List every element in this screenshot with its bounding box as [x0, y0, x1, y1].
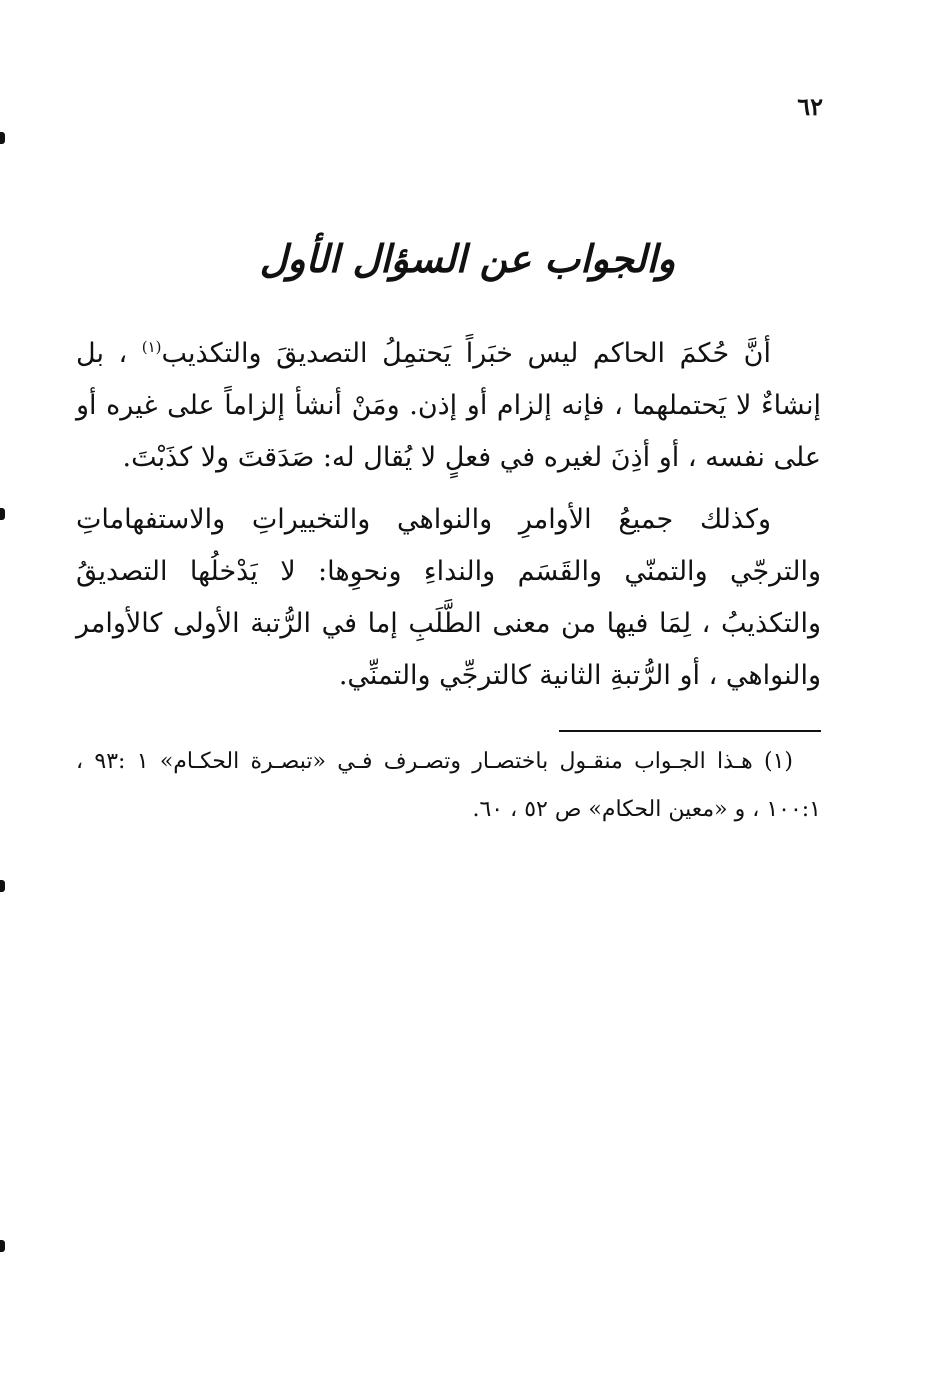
- footnote: [76, 738, 821, 834]
- footnote-divider: [559, 730, 821, 732]
- footnote-text: (١) هـذا الجـواب منقـول باختصـار وتصـرف فـي «تبصـرة الحكـام» ١ :٩٣ ، ١٠٠:١ ، و «معين الحكام» ص ٥٢ ، ٦٠.: [76, 749, 821, 822]
- body-text: [76, 328, 821, 712]
- page-number: ٦٢: [797, 92, 823, 121]
- section-heading: والجواب عن السؤال الأول: [259, 236, 676, 281]
- paragraph-1: [76, 328, 821, 484]
- paragraph-1-part-1: أنَّ حُكمَ الحاكم ليس خبَراً يَحتمِلُ التصديقَ والتكذيب: [161, 338, 771, 369]
- footnote-reference[interactable]: (١): [141, 338, 162, 356]
- paragraph-1-part-2: ، بل إنشاءٌ لا يَحتملهما ، فإنه إلزام أو إذن. ومَنْ أنشأ إلزاماً على غيره أو على نفسه ، أو أذِنَ لغيره في فعلٍ لا يُقال له: صَدَقتَ ولا كذَبْتَ.: [76, 338, 821, 473]
- paragraph-2: وكذلك جميعُ الأوامرِ والنواهي والتخييراتِ والاستفهاماتِ والترجّي والتمنّي والقَسَم والنداءِ ونحوِها: لا يَدْخلُها التصديقُ والتكذيبُ ، لِمَا فيها من معنى الطَّلَبِ إما في الرُّتبة الأولى كالأوامر والنواهي ، أو الرُّتبةِ الثانية كالترجِّي والتمنِّي.: [76, 504, 821, 691]
- scan-edge-mark: [0, 880, 5, 892]
- scan-edge-mark: [0, 132, 5, 144]
- scan-edge-mark: [0, 508, 5, 520]
- scan-edge-mark: [0, 1240, 5, 1252]
